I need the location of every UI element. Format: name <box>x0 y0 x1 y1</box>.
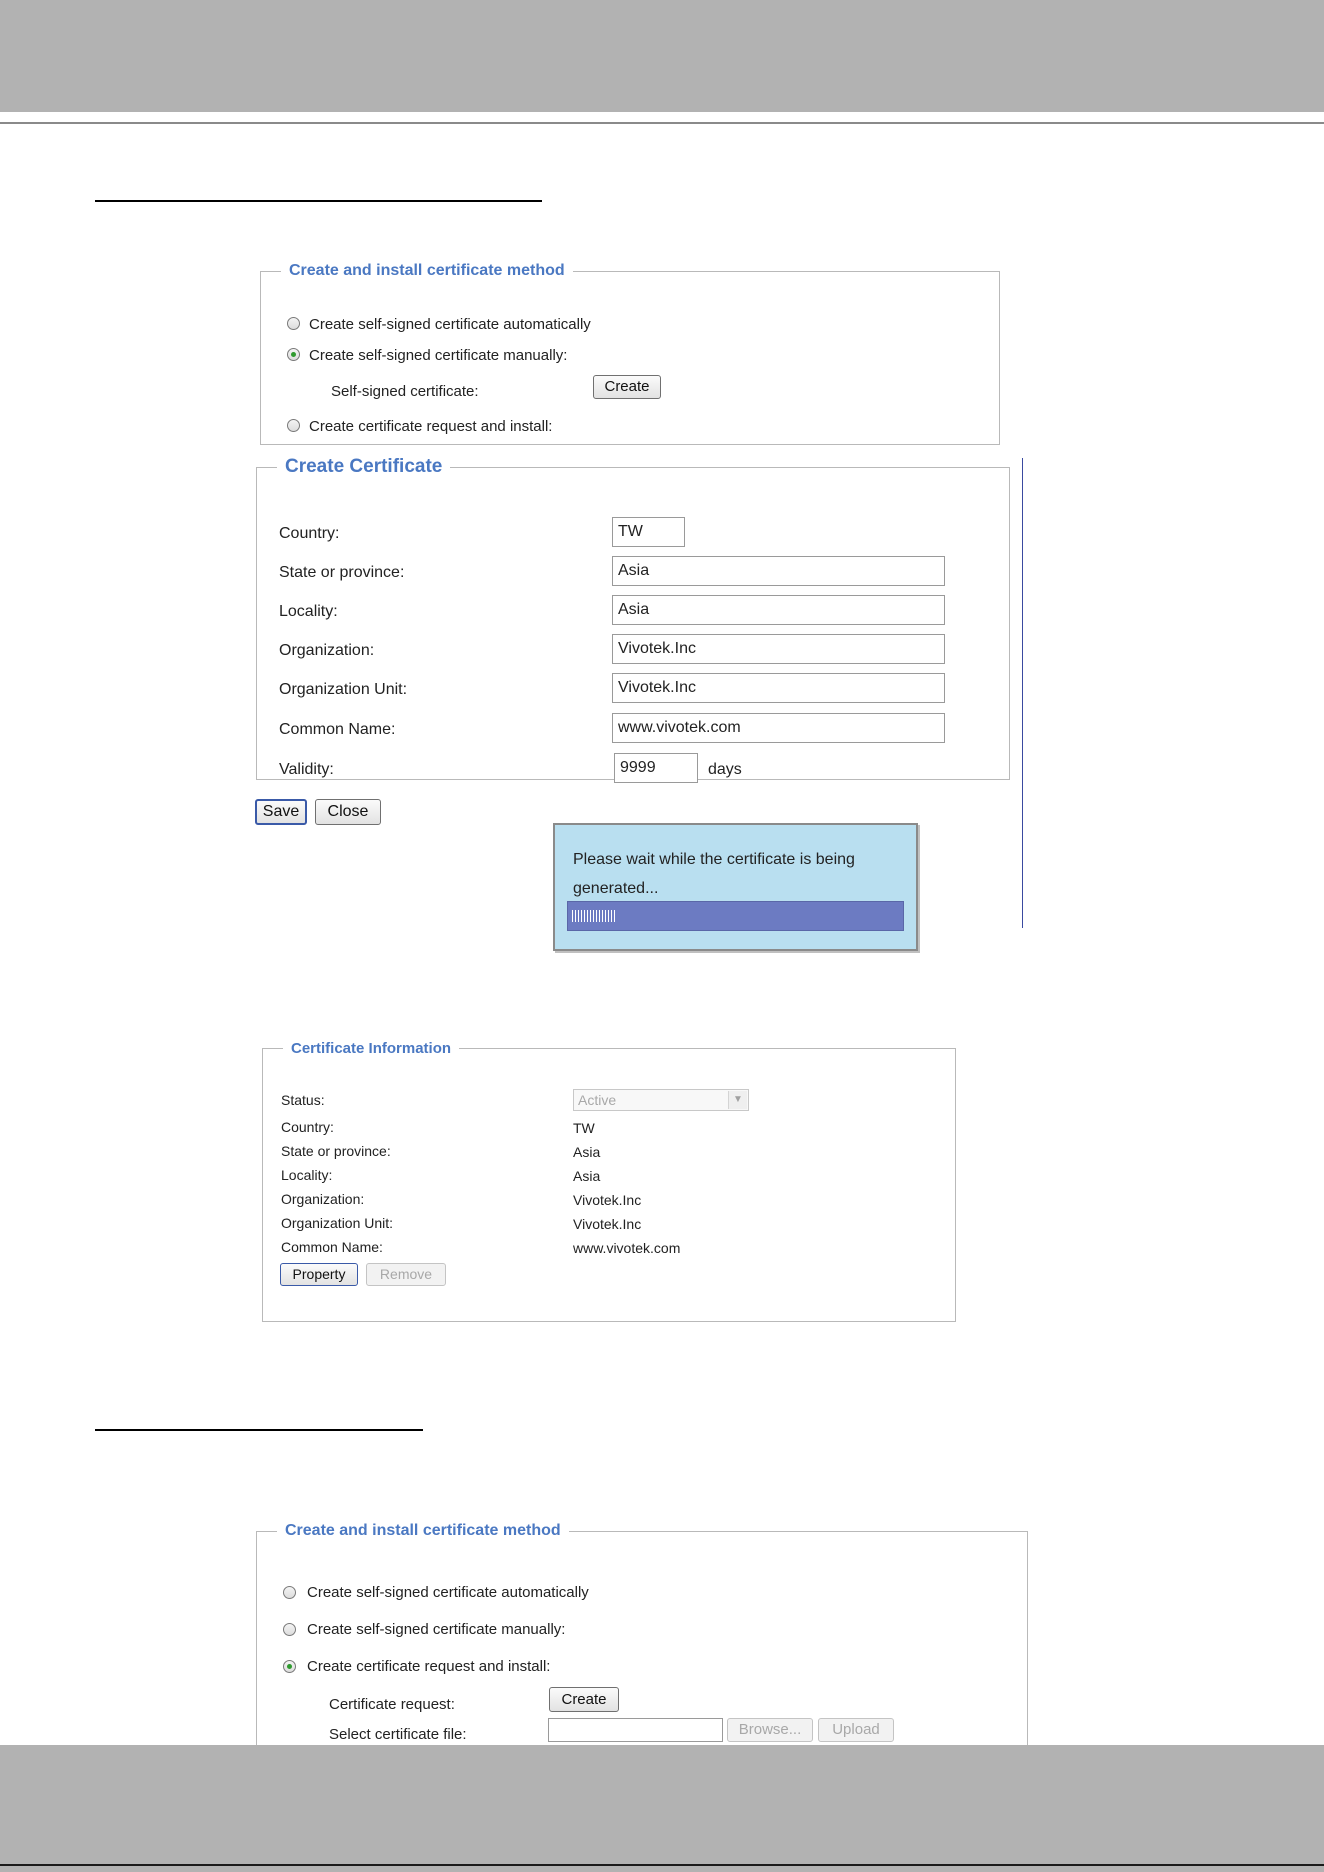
radio-cert-request-2[interactable] <box>283 1660 296 1673</box>
radio-self-signed-manual-2-label: Create self-signed certificate manually: <box>307 1621 566 1638</box>
section-underline-2 <box>95 1429 423 1431</box>
state-input[interactable]: Asia <box>612 556 945 586</box>
method-panel-1 <box>260 262 1000 445</box>
footer-rule <box>0 1864 1324 1866</box>
info-state-value: Asia <box>573 1144 601 1160</box>
status-label: Status: <box>281 1092 325 1108</box>
wait-message: Please wait while the certificate is being generated... <box>573 851 855 897</box>
info-organization-value: Vivotek.Inc <box>573 1192 642 1208</box>
radio-self-signed-manual-label: Create self-signed certificate manually: <box>309 347 568 364</box>
method-panel-2-legend: Create and install certificate method <box>285 1522 561 1539</box>
radio-cert-request[interactable] <box>287 419 300 432</box>
radio-cert-request-label: Create certificate request and install: <box>309 418 553 435</box>
section-underline-1 <box>95 200 542 202</box>
info-country-value: TW <box>573 1120 595 1136</box>
country-input[interactable]: TW <box>612 517 685 547</box>
page-edge-line <box>1022 458 1023 928</box>
header-band <box>0 0 1324 112</box>
remove-button[interactable]: Remove <box>366 1263 446 1286</box>
chevron-down-icon: ▼ <box>728 1091 747 1109</box>
validity-input[interactable]: 9999 <box>614 753 698 783</box>
progress-bar <box>567 901 904 931</box>
property-button[interactable]: Property <box>280 1263 358 1286</box>
header-rule <box>0 122 1324 124</box>
cert-file-input[interactable] <box>548 1718 723 1742</box>
country-label: Country: <box>279 525 340 542</box>
radio-self-signed-auto-2-label: Create self-signed certificate automatically <box>307 1584 589 1601</box>
footer-band <box>0 1745 1324 1872</box>
info-locality-label: Locality: <box>281 1167 333 1183</box>
org-unit-label: Organization Unit: <box>279 681 408 698</box>
common-name-input[interactable]: www.vivotek.com <box>612 713 945 743</box>
self-signed-cert-label: Self-signed certificate: <box>331 383 479 400</box>
radio-self-signed-auto[interactable] <box>287 317 300 330</box>
radio-cert-request-2-label: Create certificate request and install: <box>307 1658 551 1675</box>
radio-self-signed-manual[interactable] <box>287 348 300 361</box>
radio-self-signed-auto-label: Create self-signed certificate automatically <box>309 316 591 333</box>
info-state-label: State or province: <box>281 1143 391 1159</box>
radio-self-signed-manual-2[interactable] <box>283 1623 296 1636</box>
info-locality-value: Asia <box>573 1168 601 1184</box>
info-country-label: Country: <box>281 1119 334 1135</box>
validity-label: Validity: <box>279 761 334 778</box>
create-cert-panel <box>256 456 1010 780</box>
info-org-unit-value: Vivotek.Inc <box>573 1216 642 1232</box>
browse-button[interactable]: Browse... <box>727 1718 813 1742</box>
create-cert-panel-legend: Create Certificate <box>285 456 443 477</box>
state-label: State or province: <box>279 564 405 581</box>
info-common-name-value: www.vivotek.com <box>573 1240 681 1256</box>
organization-input[interactable]: Vivotek.Inc <box>612 634 945 664</box>
locality-input[interactable]: Asia <box>612 595 945 625</box>
status-select[interactable] <box>573 1089 749 1111</box>
create-self-signed-button[interactable]: Create <box>593 375 661 399</box>
info-org-unit-label: Organization Unit: <box>281 1215 394 1231</box>
select-file-label: Select certificate file: <box>329 1726 467 1743</box>
info-common-name-label: Common Name: <box>281 1239 383 1255</box>
method-panel-2 <box>256 1522 1028 1762</box>
create-request-button[interactable]: Create <box>549 1687 619 1712</box>
info-organization-label: Organization: <box>281 1191 365 1207</box>
cert-info-panel-legend: Certificate Information <box>291 1040 452 1057</box>
common-name-label: Common Name: <box>279 721 396 738</box>
wait-dialog <box>553 823 918 951</box>
cert-request-label: Certificate request: <box>329 1696 455 1713</box>
cert-info-panel <box>262 1040 956 1322</box>
status-value: Active <box>578 1092 617 1108</box>
progress-fill <box>572 910 615 922</box>
close-button[interactable]: Close <box>315 799 381 825</box>
radio-self-signed-auto-2[interactable] <box>283 1586 296 1599</box>
upload-button[interactable]: Upload <box>818 1718 894 1742</box>
validity-unit: days <box>708 761 742 778</box>
org-unit-input[interactable]: Vivotek.Inc <box>612 673 945 703</box>
save-button[interactable]: Save <box>255 799 307 825</box>
method-panel-1-legend: Create and install certificate method <box>289 262 565 279</box>
locality-label: Locality: <box>279 603 338 620</box>
organization-label: Organization: <box>279 642 375 659</box>
